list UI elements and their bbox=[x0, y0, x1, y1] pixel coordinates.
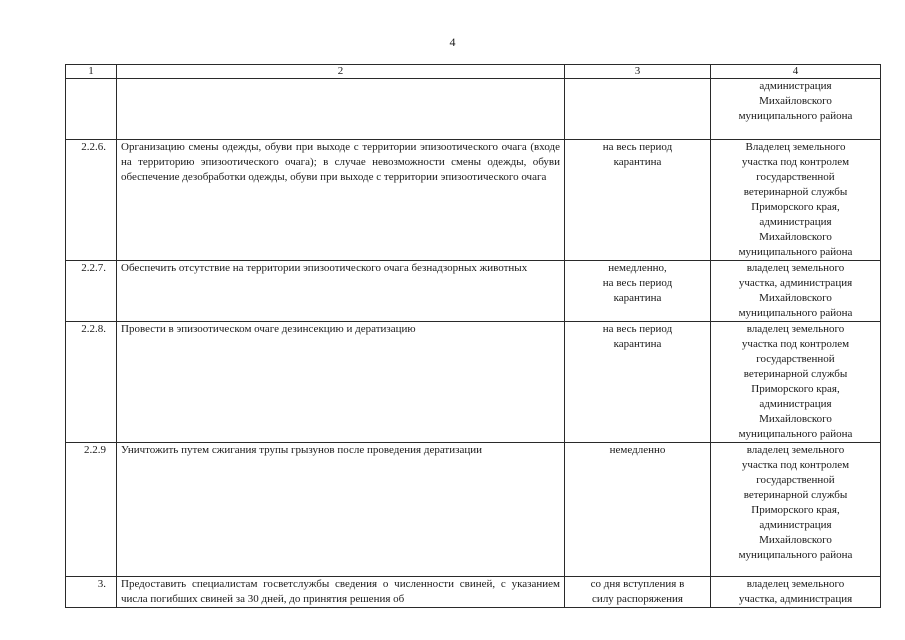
term-cell bbox=[565, 577, 711, 608]
responsible-line: Владелец земельного bbox=[745, 141, 846, 153]
table-row bbox=[66, 79, 881, 140]
measures-table bbox=[65, 64, 881, 608]
term-line: на весь период bbox=[602, 141, 673, 153]
responsible-line: администрация bbox=[759, 216, 832, 228]
column-header: 3 bbox=[565, 65, 711, 79]
term-cell bbox=[565, 79, 711, 140]
responsible-line: Михайловского bbox=[759, 534, 832, 546]
action-text-content: Обеспечить отсутствие на территории эпизоотического очага безнадзорных животных bbox=[121, 262, 528, 274]
responsible-line: участка, администрация bbox=[738, 277, 853, 289]
item-number: 3. bbox=[66, 577, 117, 608]
table-header-row bbox=[66, 65, 881, 79]
item-number: 2.2.8. bbox=[66, 322, 117, 443]
term-line: карантина bbox=[613, 338, 662, 350]
responsible-line: участка под контролем bbox=[741, 459, 850, 471]
responsible-line: владелец земельного bbox=[746, 444, 845, 456]
responsible-line: администрация bbox=[759, 519, 832, 531]
table-row bbox=[66, 577, 881, 608]
responsible-cell bbox=[711, 577, 881, 608]
responsible-line: государственной bbox=[756, 171, 835, 183]
responsible-line: государственной bbox=[756, 353, 835, 365]
responsible-line: муниципального района bbox=[738, 307, 853, 319]
responsible-line: государственной bbox=[756, 474, 835, 486]
responsible-line: участка, администрация bbox=[738, 593, 853, 605]
term-line: карантина bbox=[613, 156, 662, 168]
responsible-line: Приморского края, bbox=[751, 383, 840, 395]
term-cell bbox=[565, 140, 711, 261]
table-row bbox=[66, 140, 881, 261]
responsible-line: администрация bbox=[759, 398, 832, 410]
action-text-content: Уничтожить путем сжигания трупы грызунов после проведения дератизации bbox=[121, 444, 483, 456]
action-text bbox=[117, 140, 565, 261]
responsible-line: муниципального района bbox=[738, 428, 853, 440]
action-text bbox=[117, 443, 565, 577]
responsible-line: ветеринарной службы bbox=[743, 368, 848, 380]
responsible-cell bbox=[711, 79, 881, 140]
responsible-line: администрация bbox=[759, 80, 832, 92]
responsible-line: Михайловского bbox=[759, 95, 832, 107]
responsible-cell bbox=[711, 322, 881, 443]
item-number: 2.2.9 bbox=[66, 443, 117, 577]
responsible-line: владелец земельного bbox=[746, 578, 845, 590]
responsible-line: ветеринарной службы bbox=[743, 489, 848, 501]
term-line: со дня вступления в bbox=[590, 578, 685, 590]
term-line: силу распоряжения bbox=[592, 593, 683, 605]
action-text bbox=[117, 261, 565, 322]
action-text-content: Предоставить специалистам госветслужбы сведения о численности свиней, с указанием числа погибших свиней за 30 дней, до принятия решения об bbox=[121, 578, 560, 605]
responsible-cell bbox=[711, 443, 881, 577]
action-text bbox=[117, 577, 565, 608]
responsible-line: участка под контролем bbox=[741, 156, 850, 168]
responsible-line: участка под контролем bbox=[741, 338, 850, 350]
table-row bbox=[66, 443, 881, 577]
responsible-cell bbox=[711, 261, 881, 322]
action-text-content: Провести в эпизоотическом очаге дезинсекцию и дератизацию bbox=[121, 323, 416, 335]
action-text bbox=[117, 322, 565, 443]
responsible-line: владелец земельного bbox=[746, 262, 845, 274]
action-text bbox=[117, 79, 565, 140]
item-number: 2.2.6. bbox=[66, 140, 117, 261]
responsible-line: муниципального района bbox=[738, 549, 853, 561]
term-line: на весь период bbox=[602, 277, 673, 289]
item-number bbox=[66, 79, 117, 140]
responsible-line: Михайловского bbox=[759, 292, 832, 304]
term-line: на весь период bbox=[602, 323, 673, 335]
term-line: карантина bbox=[613, 292, 662, 304]
responsible-line: владелец земельного bbox=[746, 323, 845, 335]
column-header: 1 bbox=[66, 65, 117, 79]
term-cell bbox=[565, 261, 711, 322]
table-row bbox=[66, 322, 881, 443]
term-cell bbox=[565, 322, 711, 443]
table-row bbox=[66, 261, 881, 322]
responsible-line: ветеринарной службы bbox=[743, 186, 848, 198]
responsible-line: Михайловского bbox=[759, 413, 832, 425]
responsible-line: муниципального района bbox=[738, 110, 853, 122]
responsible-line: Приморского края, bbox=[751, 201, 840, 213]
column-header: 2 bbox=[117, 65, 565, 79]
page-number: 4 bbox=[449, 35, 456, 49]
responsible-line: Приморского края, bbox=[751, 504, 840, 516]
responsible-cell bbox=[711, 140, 881, 261]
term-line: немедленно bbox=[609, 444, 666, 456]
item-number: 2.2.7. bbox=[66, 261, 117, 322]
column-header: 4 bbox=[711, 65, 881, 79]
responsible-line: Михайловского bbox=[759, 231, 832, 243]
term-line: немедленно, bbox=[608, 262, 667, 274]
action-text-content: Организацию смены одежды, обуви при выходе с территории эпизоотического очага (входе на территорию эпизоотического очага); в случае невозможности смены одежды, обуви обеспечение дезобработки одежды, обуви при выходе с территории эпизоотического очага bbox=[121, 141, 560, 183]
responsible-line: муниципального района bbox=[738, 246, 853, 258]
term-cell bbox=[565, 443, 711, 577]
